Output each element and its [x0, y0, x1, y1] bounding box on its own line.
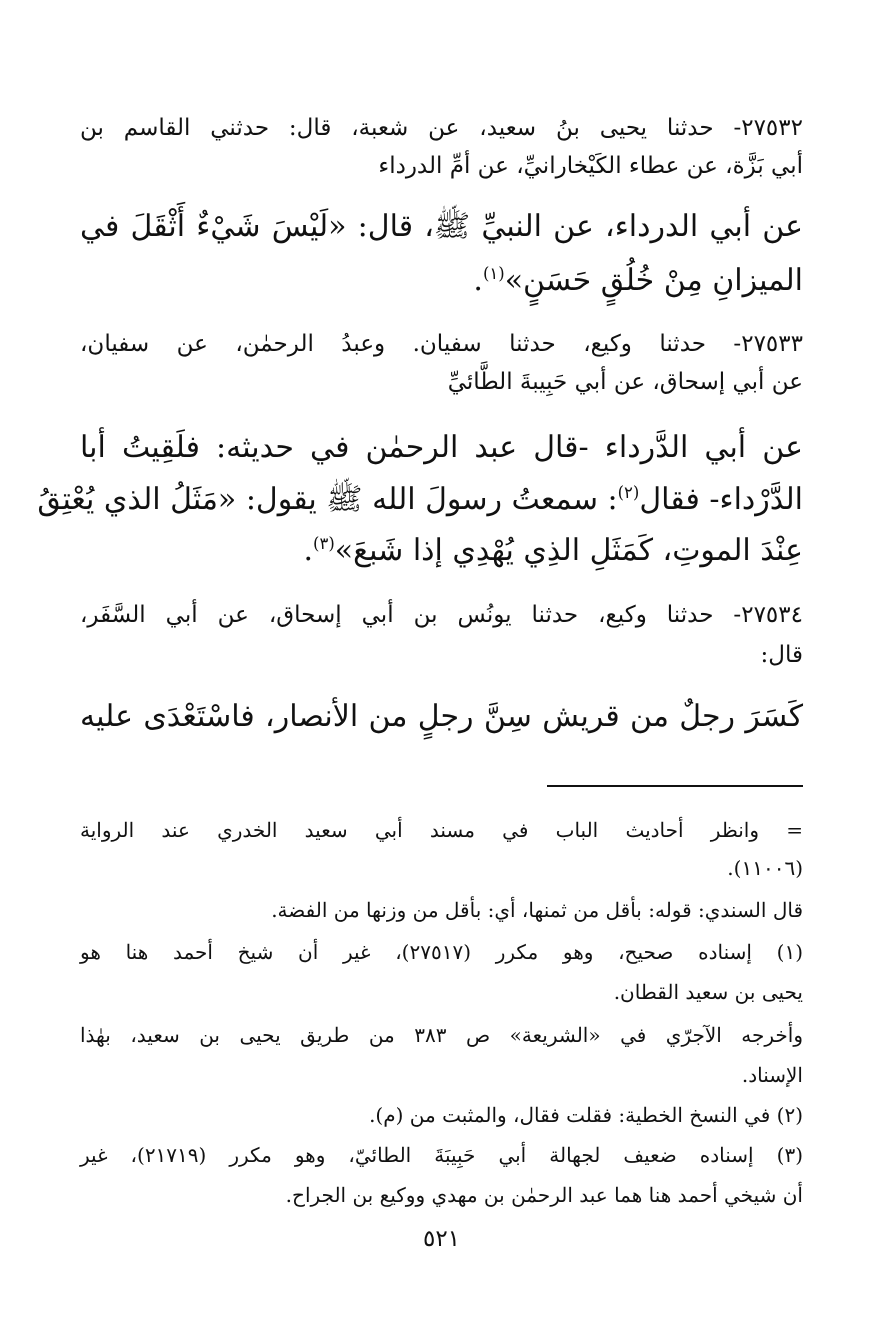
hadith-27533-isnad-line-2: عن أبي إسحاق، عن أبي حَبِيبةَ الطَّائيِّ: [447, 369, 803, 395]
hadith-27533-matn-line-3: [80, 533, 803, 568]
matn-text: عِنْدَ الموتِ، كَمَثَلِ الذِي يُهْدِي إذا شَبعَ»: [334, 533, 803, 568]
hadith-27532-isnad-line-2: أبي بَزَّة، عن عطاء الكَيْخارانيِّ، عن أمِّ الدرداء: [378, 153, 803, 179]
hadith-27532-isnad-line-1: ٢٧٥٣٢- حدثنا يحيى بنُ سعيد، عن شعبة، قال: حدثني القاسم بن: [80, 115, 803, 141]
footnote-1b-line-2: الإسناد.: [741, 1063, 803, 1087]
footnote-3-line-2: أن شيخي أحمد هنا هما عبد الرحمٰن بن مهدي ووكيع بن الجراح.: [285, 1183, 803, 1207]
hadith-27533-matn-line-2: [37, 482, 803, 517]
footnote-ref-1: (١): [482, 264, 505, 283]
footnote-1-line-2: يحيى بن سعيد القطان.: [613, 980, 803, 1004]
matn-end: .: [473, 263, 483, 298]
footnote-1-line-1: (١) إسناده صحيح، وهو مكرر (٢٧٥١٧)، غير أن شيخ أحمد هنا هو: [80, 940, 803, 964]
matn-end: .: [303, 533, 314, 568]
footnote-ref-3: (٣): [313, 534, 335, 553]
hadith-27532-matn-line-2: [80, 263, 803, 298]
hadith-27534-matn-line-1: كَسَرَ رجلٌ من قريش سِنَّ رجلٍ من الأنصار، فاسْتَعْدَى عليه: [80, 699, 803, 734]
hadith-27533-isnad-line-1: ٢٧٥٣٣- حدثنا وكيع، حدثنا سفيان. وعبدُ الرحمٰن، عن سفيان،: [80, 331, 803, 357]
footnote-3-line-1: (٣) إسناده ضعيف لجهالة أبي حَبِيبَةَ الطائيّ، وهو مكرر (٢١٧١٩)، غير: [80, 1143, 803, 1167]
footnote-2: (٢) في النسخ الخطية: فقلت فقال، والمثبت من (م).: [369, 1103, 803, 1127]
footnote-continuation-line-2: (١١٠٠٦).: [727, 856, 803, 880]
page-number: ٥٢١: [422, 1226, 461, 1252]
footnote-continuation-line-1: = وانظر أحاديث الباب في مسند أبي سعيد الخدري عند الرواية: [80, 818, 803, 842]
footnote-sindi: قال السندي: قوله: بأقل من ثمنها، أي: بأقل من وزنها من الفضة.: [271, 898, 803, 922]
hadith-27533-matn-line-1: عن أبي الدَّرداء -قال عبد الرحمٰن في حديثه: فلَقِيتُ أبا: [80, 430, 803, 465]
hadith-27534-isnad-line-2: قال:: [760, 642, 803, 668]
hadith-27532-matn-line-1: عن أبي الدرداء، عن النبيِّ ﷺ، قال: «لَيْسَ شَيْءٌ أَثْقَلَ في: [80, 209, 803, 244]
matn-text-a: الدَّرْداء- فقال: [639, 482, 803, 517]
footnote-1b-line-1: وأخرجه الآجرّي في «الشريعة» ص ٣٨٣ من طريق يحيى بن سعيد، بهٰذا: [80, 1023, 803, 1047]
footnote-separator: [547, 785, 803, 787]
hadith-27534-isnad-line-1: ٢٧٥٣٤- حدثنا وكيع، حدثنا يونُس بن أبي إسحاق، عن أبي السَّفَر،: [80, 602, 803, 628]
matn-text-b: : سمعتُ رسولَ الله ﷺ يقول: «مَثَلُ الذي يُعْتِقُ: [37, 482, 618, 517]
matn-text: الميزانِ مِنْ خُلُقٍ حَسَنٍ»: [504, 263, 803, 298]
footnote-ref-2: (٢): [617, 483, 640, 502]
